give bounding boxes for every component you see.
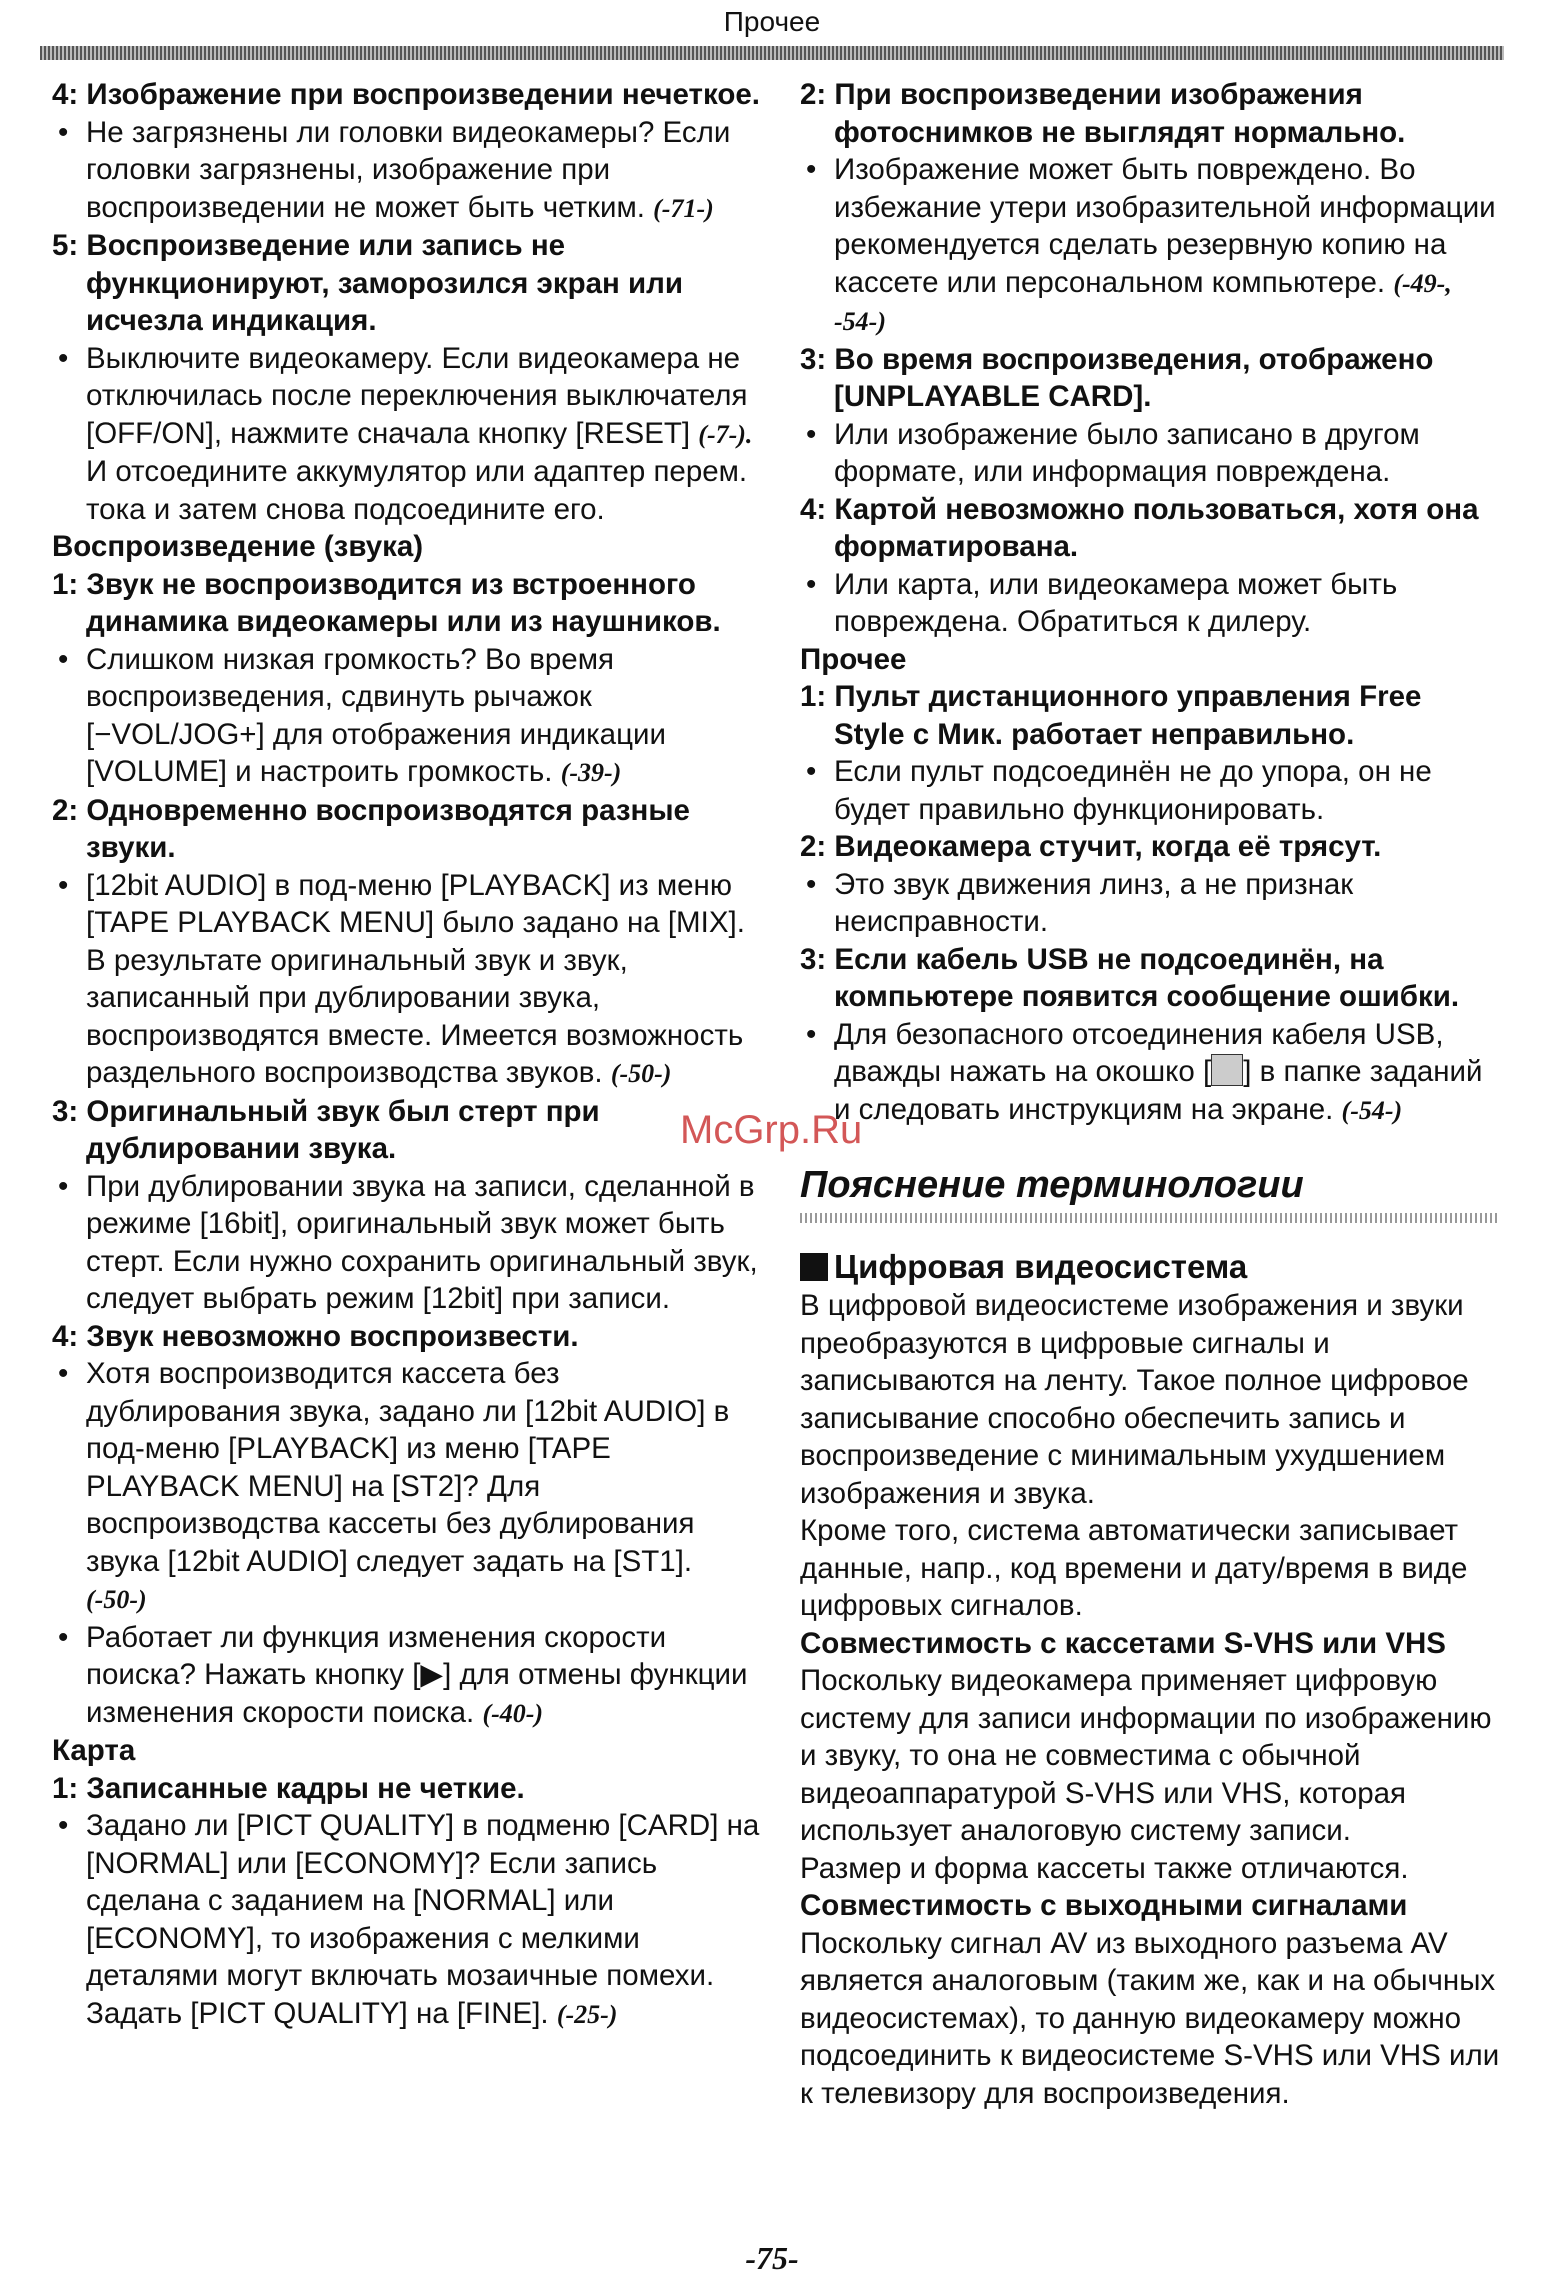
page-ref: (-71-) bbox=[653, 193, 714, 223]
section-heading: Совместимость с выходными сигналами bbox=[800, 1889, 1408, 1922]
question-title: 3: Оригинальный звук был стерт при дублировании звука. bbox=[52, 1094, 600, 1165]
question-title: 2: При воспроизведении изображения фотоснимков не выглядят нормально. bbox=[800, 78, 1406, 149]
bullet-item: • Или карта, или видеокамера может быть повреждена. Обратиться к дилеру. bbox=[800, 566, 1500, 641]
question-title: 2: Видеокамера стучит, когда её трясут. bbox=[800, 830, 1382, 863]
paragraph: Кроме того, система автоматически записывает данные, напр., код времени и дату/время в виде цифровых сигналов. bbox=[800, 1514, 1468, 1622]
bullet-item: • При дублировании звука на записи, сделанной в режиме [16bit], оригинальный звук может быть стерт. Если нужно сохранить оригинальный звук, следует выбрать режим [12bit] при записи. bbox=[52, 1168, 760, 1318]
bullet-item: • Работает ли функция изменения скорости поиска? Нажать кнопку [▶] для отмены функции изменения скорости поиска. (-40-) bbox=[52, 1619, 760, 1733]
bullet-item: • Для безопасного отсоединения кабеля USB, дважды нажать на окошко [ ] в папке заданий и следовать инструкциям на экране. (-54-) bbox=[800, 1016, 1500, 1130]
page-ref: (-40-) bbox=[482, 1698, 544, 1728]
question-title: 2: Одновременно воспроизводятся разные звуки. bbox=[52, 793, 690, 864]
section-heading: Совместимость с кассетами S-VHS или VHS bbox=[800, 1626, 1446, 1660]
watermark: McGrp.Ru bbox=[680, 1108, 863, 1152]
question-title: 4: Звук невозможно воспроизвести. bbox=[52, 1319, 579, 1353]
page-ref: (-39-) bbox=[560, 758, 622, 787]
header-title: Прочее bbox=[723, 6, 821, 37]
section-title: Пояснение терминологии bbox=[800, 1164, 1304, 1206]
section-heading: Воспроизведение (звука) bbox=[52, 530, 424, 563]
question-title: 4: Изображение при воспроизведении нечеткое. bbox=[52, 78, 760, 111]
question-title: 1: Звук не воспроизводится из встроенного динамика видеокамеры или из наушников. bbox=[52, 567, 721, 638]
section-rule bbox=[800, 1213, 1500, 1223]
bullet-item: • Слишком низкая громкость? Во время воспроизведения, сдвинуть рычажок [−VOL/JOG+] для отображения индикации [VOLUME] и настроить громкость. (-39-) bbox=[52, 641, 760, 792]
page-header bbox=[0, 0, 1544, 70]
paragraph: В цифровой видеосистеме изображения и звуки преобразуются в цифровые сигналы и записываются на ленту. Такое полное цифровое записывание способно обеспечить запись и воспроизведение с минимальным ухудшением изображения и звука. bbox=[800, 1289, 1469, 1510]
question-title: 1: Записанные кадры не четкие. bbox=[52, 1771, 525, 1805]
bullet-item: • Изображение может быть повреждено. Во избежание утери изобразительной информации рекомендуется сделать резервную копию на кассете или персональном компьютере. (-49-, -54-) bbox=[800, 151, 1500, 341]
question-title: 5: Воспроизведение или запись не функционируют, заморозился экран или исчезла индикация. bbox=[52, 229, 684, 337]
subsection-heading: Цифровая видеосистема bbox=[800, 1247, 1500, 1287]
page-ref: (-7-). bbox=[698, 419, 753, 449]
right-column bbox=[800, 76, 1500, 2112]
question-title: 1: Пульт дистанционного управления Free Style с Мик. работает неправильно. bbox=[800, 680, 1422, 751]
page-ref: (-50-) bbox=[86, 1585, 147, 1614]
page-ref: (-49-, -54-) bbox=[834, 268, 1452, 336]
question-title: 3: Во время воспроизведения, отображено [UNPLAYABLE CARD]. bbox=[800, 342, 1434, 413]
page-ref: (-25-) bbox=[556, 1999, 618, 2029]
question-title: 3: Если кабель USB не подсоединён, на компьютере появится сообщение ошибки. bbox=[800, 942, 1460, 1013]
bullet-item: • Или изображение было записано в другом формате, или информация повреждена. bbox=[800, 416, 1500, 491]
header-bar bbox=[40, 46, 1504, 60]
paragraph: Поскольку сигнал AV из выходного разъема AV является аналоговым (таким же, как и на обычных видеосистемах), то данную видеокамеру можно подсоединить к видеосистеме S-VHS или VHS или к телевизору для воспроизведения. bbox=[800, 1926, 1500, 2110]
bullet-item: • Выключите видеокамеру. Если видеокамера не отключилась после переключения выключателя [OFF/ON], нажмите сначала кнопку [RESET] (-7-). И отсоедините аккумулятор или адаптер перем. тока и затем снова подсоедините его. bbox=[52, 340, 760, 529]
paragraph: Поскольку видеокамера применяет цифровую систему для записи информации по изображению и звуку, то она не совместима с обычной видеоаппаратурой S-VHS или VHS, которая использует аналоговую систему записи. bbox=[800, 1664, 1492, 1847]
page-ref: (-54-) bbox=[1341, 1095, 1403, 1125]
page-ref: (-50-) bbox=[610, 1059, 672, 1088]
left-column bbox=[52, 76, 760, 2033]
bullet-item: • Хотя воспроизводится кассета без дублирования звука, задано ли [12bit AUDIO] в под-меню [PLAYBACK] из меню [TAPE PLAYBACK MENU] на [ST2]? Для воспроизводства кассеты без дублирования звука [12bit AUDIO] следует задать на [ST1]. (-50-) bbox=[52, 1355, 760, 1619]
bullet-item: • Если пульт подсоединён не до упора, он не будет правильно функционировать. bbox=[800, 753, 1500, 828]
question-title: 4: Картой невозможно пользоваться, хотя она форматирована. bbox=[800, 492, 1479, 563]
bullet-item: • [12bit AUDIO] в под-меню [PLAYBACK] из меню [TAPE PLAYBACK MENU] было задано на [MIX]. В результате оригинальный звук и звук, записанный при дублировании звука, воспроизводятся вместе. Имеется возможность раздельного воспроизводства звуков. (-50-) bbox=[52, 867, 760, 1093]
safely-remove-hardware-icon bbox=[1211, 1054, 1243, 1086]
bullet-item: • Задано ли [PICT QUALITY] в подменю [CARD] на [NORMAL] или [ECONOMY]? Если запись сделана с заданием на [NORMAL] или [ECONOMY], то изображения с мелкими деталями могут включать мозаичные помехи. Задать [PICT QUALITY] на [FINE]. (-25-) bbox=[52, 1807, 760, 2033]
paragraph: Размер и форма кассеты также отличаются. bbox=[800, 1851, 1409, 1885]
section-heading: Прочее bbox=[800, 642, 907, 676]
bullet-item: • Не загрязнены ли головки видеокамеры? Если головки загрязнены, изображение при воспроизведении не может быть четким. (-71-) bbox=[52, 114, 760, 228]
bullet-item: • Это звук движения линз, а не признак неисправности. bbox=[800, 866, 1500, 941]
square-marker-icon bbox=[800, 1253, 828, 1281]
section-heading: Карта bbox=[52, 1734, 136, 1767]
page-number: -75- bbox=[745, 2240, 799, 2276]
